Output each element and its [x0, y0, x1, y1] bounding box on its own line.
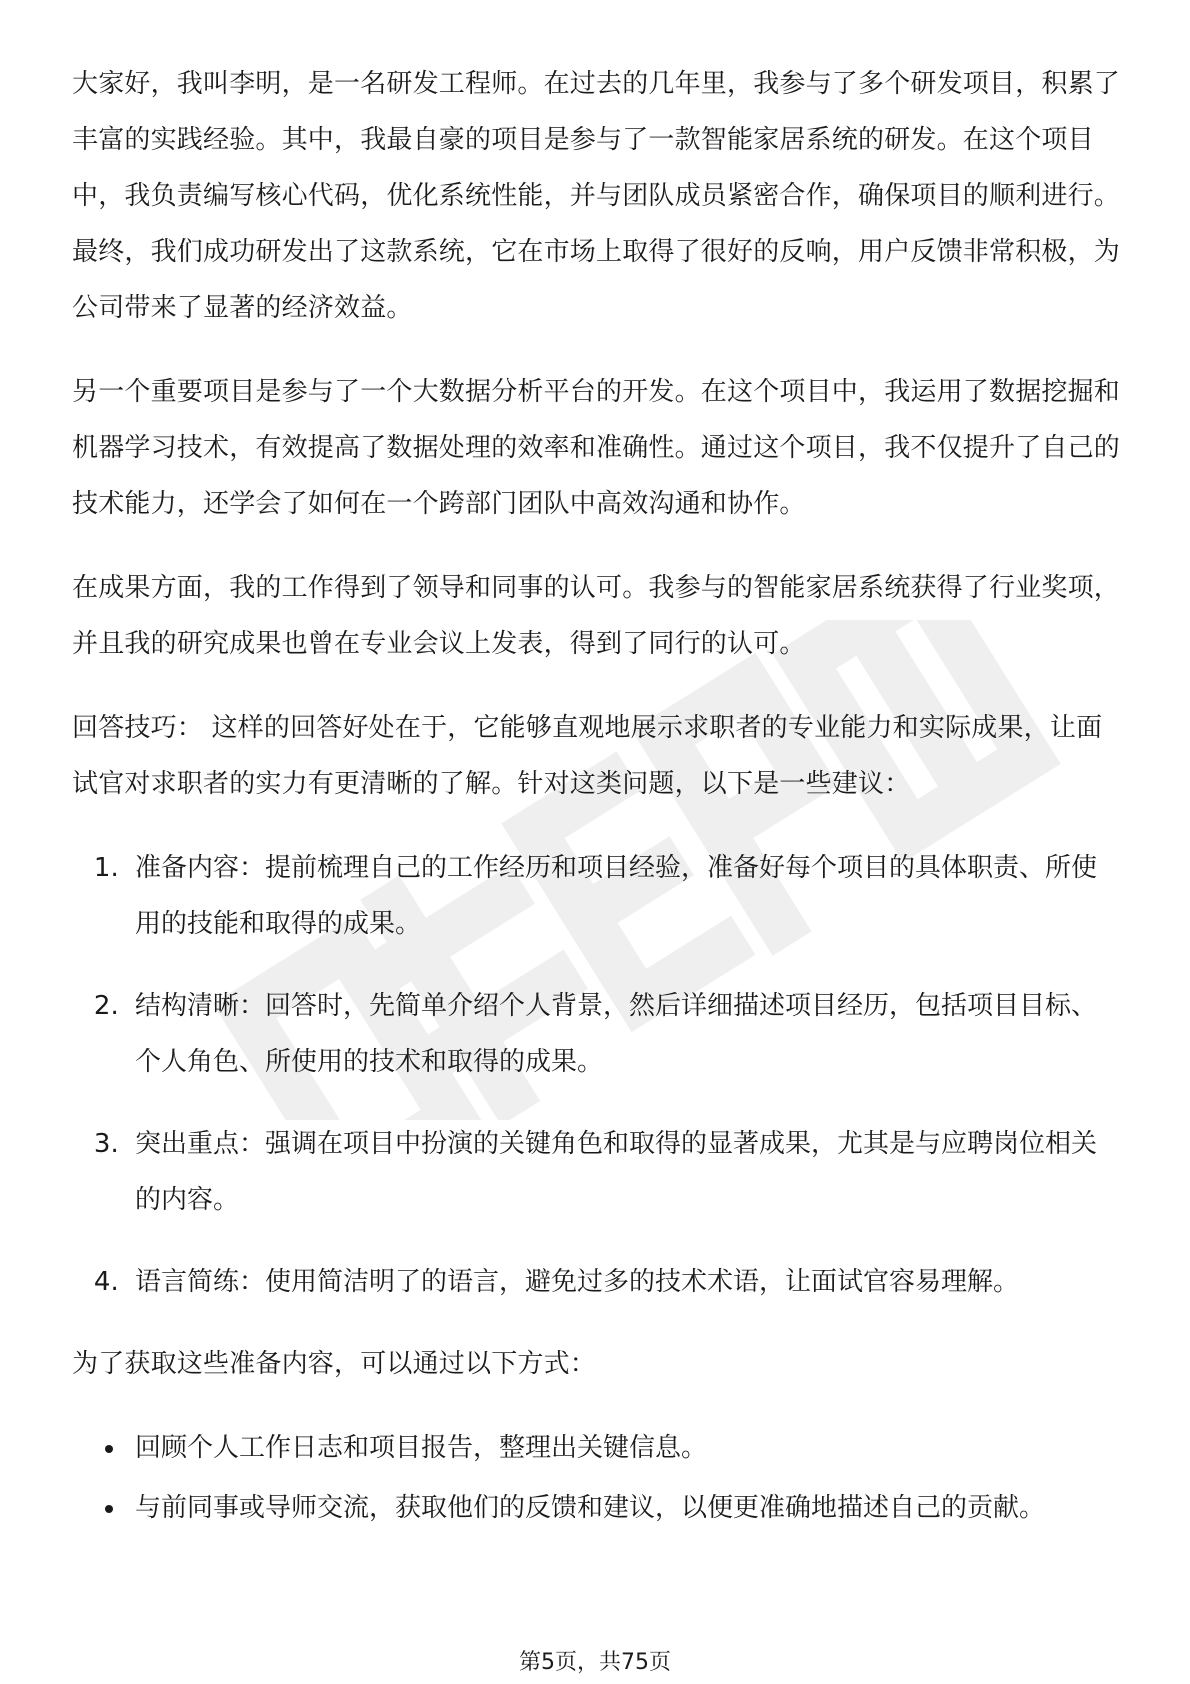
ways-list [72, 1420, 1122, 1536]
document-body [72, 56, 1122, 1540]
achievements-paragraph: 在成果方面，我的工作得到了领导和同事的认可。我参与的智能家居系统获得了行业奖项，并且我的研究成果也曾在专业会议上发表，得到了同行的认可。 [72, 573, 1121, 659]
way-item: • 回顾个人工作日志和项目报告，整理出关键信息。 [127, 1420, 1122, 1476]
intro-paragraph: 大家好，我叫李明，是一名研发工程师。在过去的几年里，我参与了多个研发项目，积累了丰富的实践经验。其中，我最自豪的项目是参与了一款智能家居系统的研发。在这个项目中，我负责编写核心代码，优化系统性能，并与团队成员紧密合作，确保项目的顺利进行。最终，我们成功研发出了这款系统，它在市场上取得了很好的反响，用户反馈非常积极，为公司带来了显著的经济效益。 [72, 69, 1121, 323]
tips-list [72, 840, 1122, 1310]
tips-intro-paragraph: 回答技巧： 这样的回答好处在于，它能够直观地展示求职者的专业能力和实际成果，让面试官对求职者的实力有更清晰的了解。针对这类问题，以下是一些建议： [72, 713, 1103, 799]
tip-item: 3. 突出重点：强调在项目中扮演的关键角色和取得的显著成果，尤其是与应聘岗位相关的内容。 [127, 1116, 1122, 1228]
tip-item: 1. 准备内容：提前梳理自己的工作经历和项目经验，准备好每个项目的具体职责、所使用的技能和取得的成果。 [127, 840, 1122, 952]
ways-intro-paragraph: 为了获取这些准备内容，可以通过以下方式： [72, 1349, 597, 1379]
tip-item: 2. 结构清晰：回答时，先简单介绍个人背景，然后详细描述项目经历，包括项目目标、个人角色、所使用的技术和取得的成果。 [127, 978, 1122, 1090]
tip-item: 4. 语言简练：使用简洁明了的语言，避免过多的技术术语，让面试官容易理解。 [127, 1254, 1122, 1310]
way-item: • 与前同事或导师交流，获取他们的反馈和建议，以便更准确地描述自己的贡献。 [127, 1480, 1122, 1536]
second-project-paragraph: 另一个重要项目是参与了一个大数据分析平台的开发。在这个项目中，我运用了数据挖掘和机器学习技术，有效提高了数据处理的效率和准确性。通过这个项目，我不仅提升了自己的技术能力，还学会了如何在一个跨部门团队中高效沟通和协作。 [72, 377, 1121, 519]
page-number: 第5页，共75页 [519, 1650, 671, 1675]
